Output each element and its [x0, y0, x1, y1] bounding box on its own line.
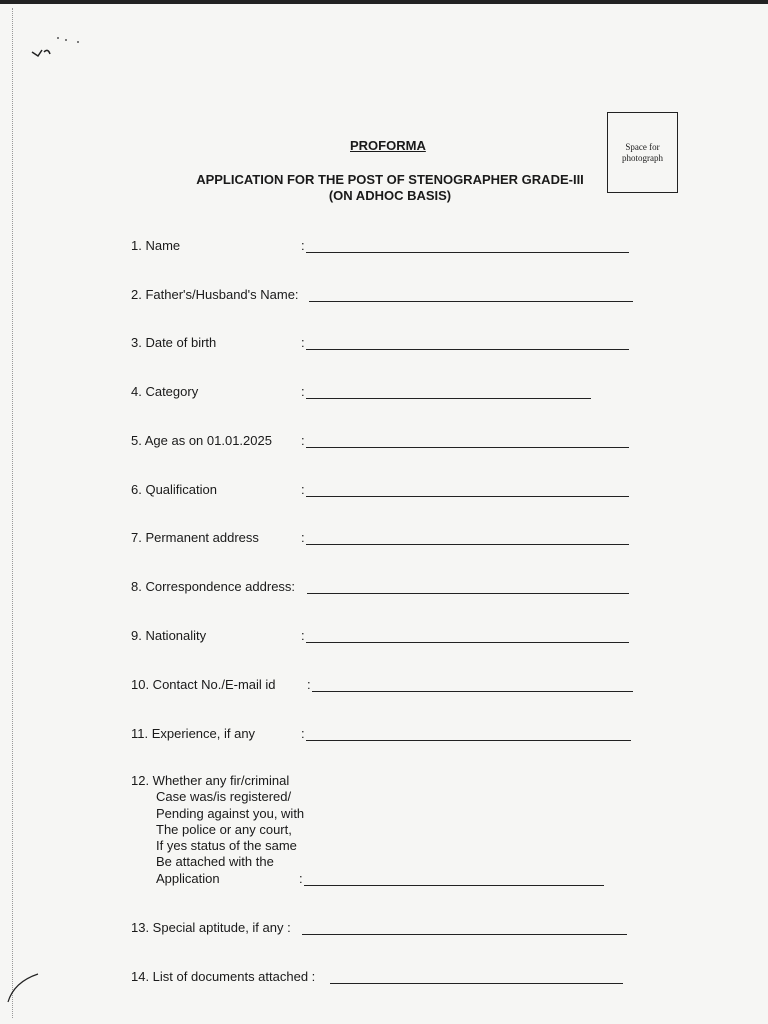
field-colon: : [301, 433, 305, 448]
correspondence-address-input-line[interactable] [307, 593, 629, 594]
permanent-address-input-line[interactable] [306, 544, 629, 545]
field-colon: : [301, 335, 305, 350]
field-label: 1. Name [131, 238, 181, 253]
criminal-case-line-4: The police or any court, [156, 821, 292, 837]
field-colon: : [301, 482, 305, 497]
criminal-case-line-3: Pending against you, with [156, 805, 305, 821]
photo-box[interactable] [607, 112, 678, 193]
documents-attached-input-line[interactable] [330, 983, 623, 984]
special-aptitude-input-line[interactable] [302, 934, 627, 935]
father-husband-name-input-line[interactable] [309, 301, 633, 302]
field-label: 10. Contact No./E-mail id [131, 677, 276, 692]
criminal-case-line-5: If yes status of the same [156, 838, 297, 854]
field-label: 2. Father's/Husband's Name: [131, 287, 299, 302]
photo-box-caption [613, 142, 673, 164]
field-label: 11. Experience, if any [131, 726, 256, 741]
heading-line-1: APPLICATION FOR THE POST OF STENOGRAPHER GRADE-III [196, 172, 584, 187]
criminal-case-input-line[interactable] [304, 885, 604, 886]
field-label: 8. Correspondence address: [131, 579, 296, 594]
photo-caption-line-1: Space for [625, 141, 660, 152]
nationality-input-line[interactable] [306, 642, 629, 643]
category-input-line[interactable] [306, 398, 591, 399]
criminal-case-line-6: Be attached with the [156, 854, 274, 870]
field-colon: : [307, 677, 311, 692]
qualification-input-line[interactable] [306, 496, 629, 497]
contact-input-line[interactable] [312, 691, 633, 692]
field-label: 14. List of documents attached : [131, 969, 316, 984]
field-colon: : [301, 530, 305, 545]
field-colon: : [299, 871, 303, 886]
field-label: 4. Category [131, 384, 199, 399]
form-heading [170, 172, 610, 204]
pen-stroke-mark [4, 968, 44, 1008]
field-label: 7. Permanent address [131, 530, 259, 545]
date-of-birth-input-line[interactable] [306, 349, 629, 350]
experience-input-line[interactable] [306, 740, 631, 741]
heading-line-2: (ON ADHOC BASIS) [328, 188, 452, 203]
field-label: 9. Nationality [131, 628, 207, 643]
field-label: 13. Special aptitude, if any : [131, 920, 291, 935]
field-label: 6. Qualification [131, 482, 217, 497]
handwritten-mark [30, 30, 90, 70]
field-colon: : [301, 628, 305, 643]
field-label: 5. Age as on 01.01.2025 [131, 433, 272, 448]
age-input-line[interactable] [306, 447, 629, 448]
criminal-case-line-7: Application [156, 870, 220, 886]
field-label: 3. Date of birth [131, 335, 217, 350]
scan-top-border [0, 0, 768, 4]
field-colon: : [301, 384, 305, 399]
field-criminal-case-answer [131, 871, 611, 889]
photo-caption-line-2: photograph [622, 152, 663, 163]
criminal-case-line-1: 12. Whether any fir/criminal [131, 773, 290, 788]
field-criminal-case-label [131, 773, 304, 887]
field-colon: : [301, 238, 305, 253]
name-input-line[interactable] [306, 252, 629, 253]
scan-left-edge [12, 8, 15, 1018]
field-colon: : [301, 726, 305, 741]
page-title: PROFORMA [350, 138, 426, 153]
criminal-case-line-2: Case was/is registered/ [156, 789, 292, 805]
